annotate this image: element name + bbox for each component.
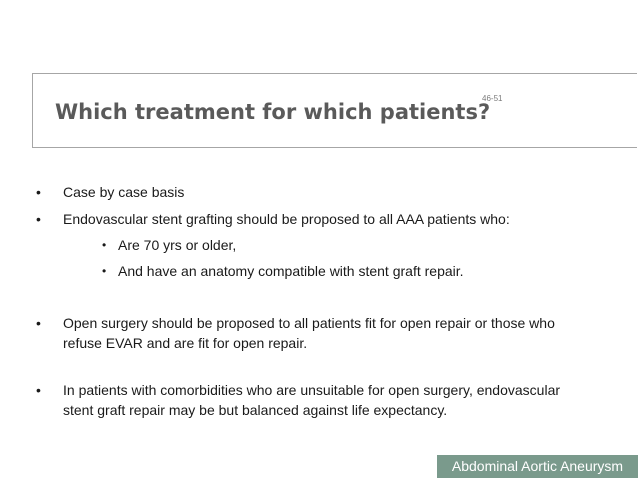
slide-title: Which treatment for which patients? [55,100,491,124]
bullet-text-line: Open surgery should be proposed to all patients fit for open repair or those who [63,315,555,331]
footer-label: Abdominal Aortic Aneurysm [437,455,638,478]
bullet-dot: • [36,184,41,200]
bullet-text [63,313,555,353]
bullet-text [63,380,560,420]
bullet-dot: • [36,382,41,398]
reference-note: 46-51 [482,94,503,103]
bullet-text-line: stent graft repair may be but balanced against life expectancy. [63,402,448,418]
sub-bullet-text: Are 70 yrs or older, [118,237,237,253]
bullet-text: Endovascular stent grafting should be proposed to all AAA patients who: [63,211,510,227]
bullet-text-line: In patients with comorbidities who are unsuitable for open surgery, endovascular [63,382,561,398]
bullet-text-line: refuse EVAR and are fit for open repair. [63,335,308,351]
sub-bullet-dot: • [102,238,107,252]
title-box [32,73,637,148]
bullet-text: Case by case basis [63,184,185,200]
sub-bullet-text: And have an anatomy compatible with stent graft repair. [118,263,464,279]
sub-bullet-dot: • [102,264,107,278]
bullet-dot: • [36,315,41,331]
bullet-dot: • [36,211,41,227]
